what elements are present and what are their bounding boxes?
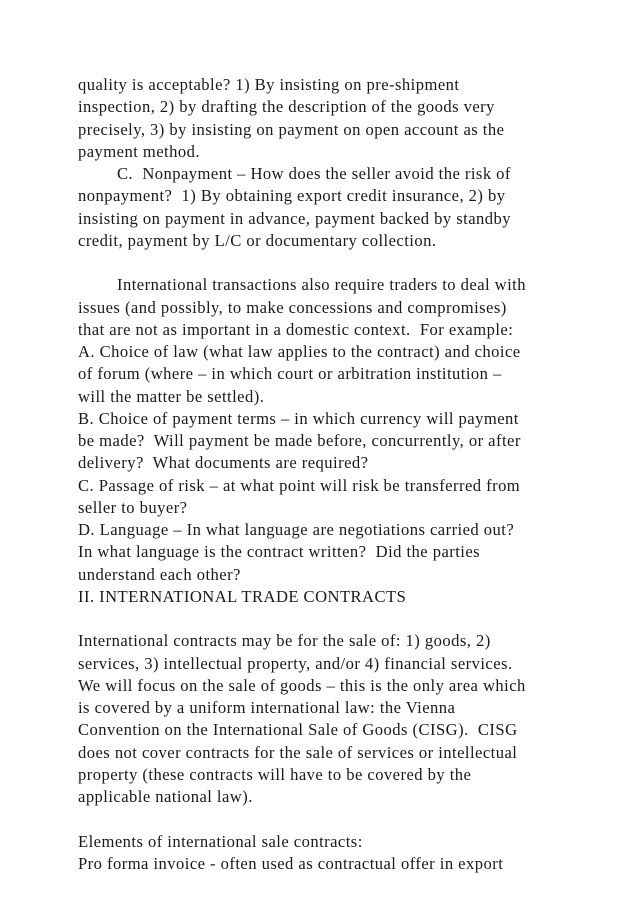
text-line	[78, 608, 578, 630]
text-line: B. Choice of payment terms – in which currency will payment	[78, 408, 519, 428]
text-line: of forum (where – in which court or arbitration institution –	[78, 364, 502, 384]
text-line: is covered by a uniform international law: the Vienna	[78, 698, 456, 717]
text-line: that are not as important in a domestic context. For example:	[78, 319, 514, 339]
text-line: property (these contracts will have to be covered by the	[78, 764, 472, 784]
text-line: understand each other?	[78, 564, 241, 584]
text-line: nonpayment? 1) By obtaining export credit insurance, 2) by	[78, 186, 506, 206]
text-line: A. Choice of law (what law applies to the contract) and choice	[78, 342, 521, 361]
text-line	[78, 808, 578, 830]
text-line: issues (and possibly, to make concessions and compromises)	[78, 297, 507, 317]
text-line: In what language is the contract written? Did the parties	[78, 542, 481, 562]
text-line: seller to buyer?	[78, 497, 188, 517]
text-line: II. INTERNATIONAL TRADE CONTRACTS	[78, 586, 407, 606]
text-line: precisely, 3) by insisting on payment on open account as the	[78, 119, 505, 139]
text-line: Convention on the International Sale of Goods (CISG). CISG	[78, 720, 518, 740]
text-line: insisting on payment in advance, payment backed by standby	[78, 208, 512, 228]
text-line: delivery? What documents are required?	[78, 453, 369, 473]
text-line: Pro forma invoice - often used as contractual offer in export	[78, 853, 504, 873]
text-line: International contracts may be for the sale of: 1) goods, 2)	[78, 631, 491, 651]
document-body	[78, 74, 578, 875]
text-line: Elements of international sale contracts:	[78, 831, 363, 851]
text-line: credit, payment by L/C or documentary collection.	[78, 230, 437, 250]
text-line: services, 3) intellectual property, and/or 4) financial services.	[78, 653, 513, 673]
text-line: will the matter be settled).	[78, 386, 265, 406]
text-line: does not cover contracts for the sale of services or intellectual	[78, 742, 518, 762]
text-line: applicable national law).	[78, 787, 253, 806]
text-line: International transactions also require traders to deal with	[117, 275, 526, 295]
text-line: payment method.	[78, 141, 200, 161]
text-line: quality is acceptable? 1) By insisting on pre-shipment	[78, 75, 460, 94]
text-line: inspection, 2) by drafting the description of the goods very	[78, 97, 495, 117]
text-line: We will focus on the sale of goods – this is the only area which	[78, 675, 526, 695]
text-line	[78, 252, 578, 274]
text-line: C. Nonpayment – How does the seller avoid the risk of	[117, 164, 511, 183]
text-line: be made? Will payment be made before, concurrently, or after	[78, 431, 521, 450]
text-line: C. Passage of risk – at what point will risk be transferred from	[78, 475, 521, 495]
text-line: D. Language – In what language are negotiations carried out?	[78, 520, 515, 539]
